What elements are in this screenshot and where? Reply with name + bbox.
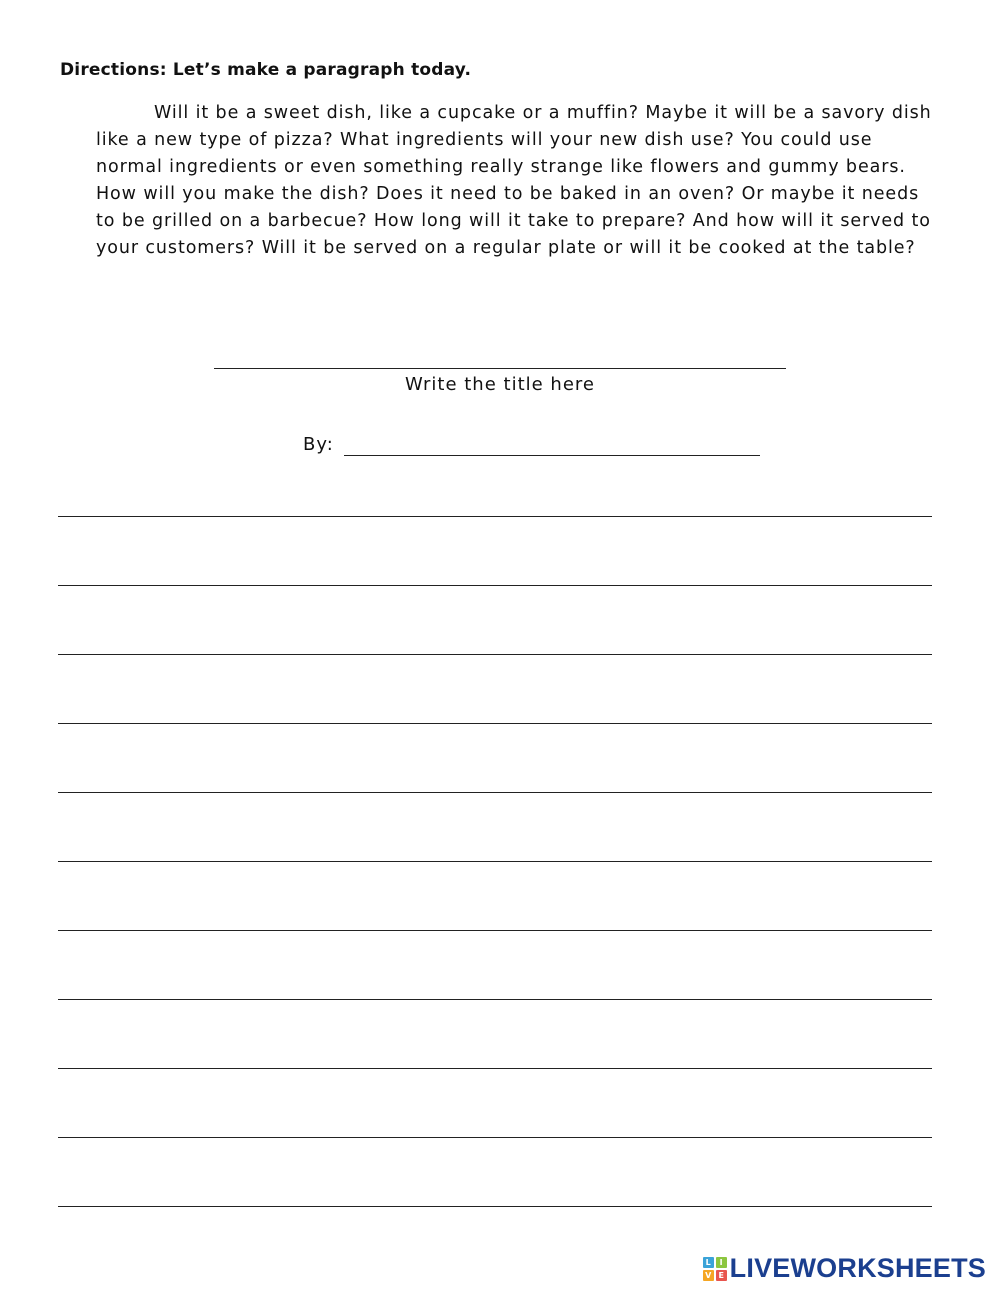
writing-line[interactable] (58, 1068, 932, 1069)
writing-line[interactable] (58, 930, 932, 931)
writing-line[interactable] (58, 723, 932, 724)
writing-line[interactable] (58, 654, 932, 655)
author-blank-line[interactable] (344, 433, 760, 456)
title-caption: Write the title here (405, 374, 595, 395)
brand-icon-tile: V (703, 1270, 714, 1281)
title-blank-line[interactable] (214, 368, 786, 369)
writing-line[interactable] (58, 516, 932, 517)
writing-line[interactable] (58, 1137, 932, 1138)
writing-line[interactable] (58, 1206, 932, 1207)
writing-line[interactable] (58, 792, 932, 793)
brand-icon-tile: E (716, 1270, 727, 1281)
author-label: By: (303, 434, 334, 455)
brand-icon-tile: I (716, 1257, 727, 1268)
writing-line[interactable] (58, 999, 932, 1000)
brand-logo (703, 1253, 986, 1284)
writing-line[interactable] (58, 861, 932, 862)
prompt-paragraph: Will it be a sweet dish, like a cupcake or a muffin? Maybe it will be a savory dish like a new type of pizza? What ingredients will your new dish use? You could use normal ingredients or even something really strange like flowers and gummy bears. How will you make the dish? Does it need to be baked in an oven? Or maybe it needs to be grilled on a barbecue? How long will it take to prepare? And how will it served to your customers? Will it be served on a regular plate or will it be cooked at the table? (96, 103, 932, 258)
author-row (303, 432, 760, 458)
liveworksheets-icon (703, 1257, 727, 1281)
writing-line[interactable] (58, 585, 932, 586)
directions-heading: Directions: Let’s make a paragraph today. (60, 60, 472, 80)
brand-icon-tile: L (703, 1257, 714, 1268)
brand-name: LIVEWORKSHEETS (729, 1253, 986, 1283)
